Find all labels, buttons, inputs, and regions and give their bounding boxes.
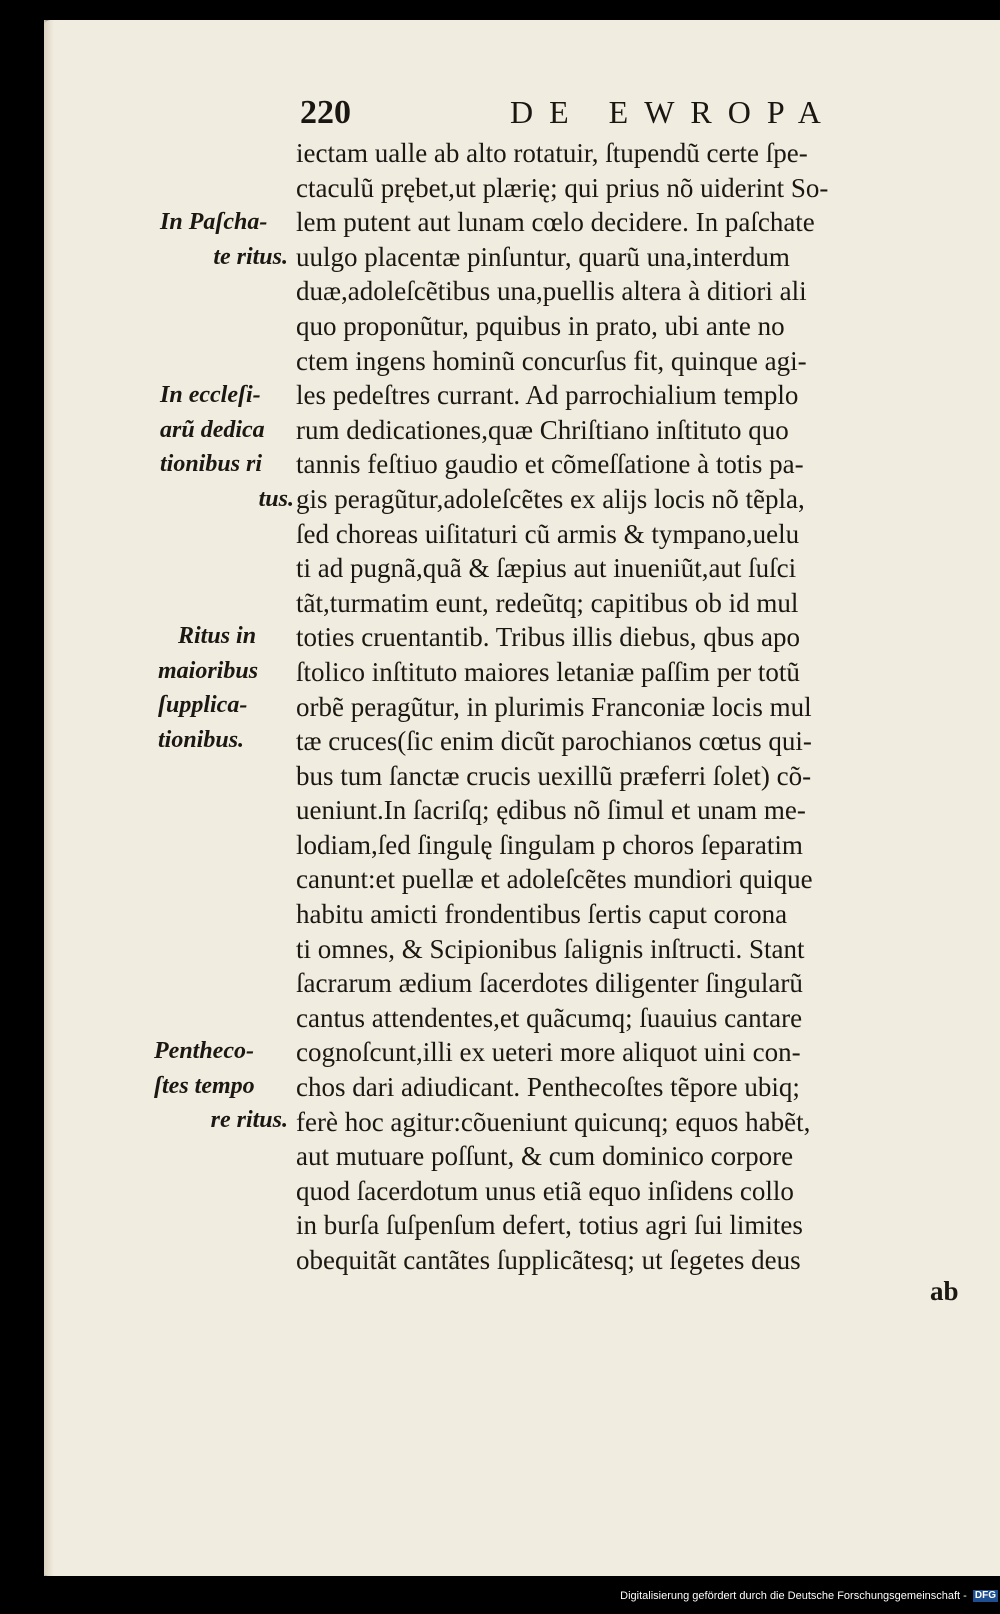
text-line: lodiam,ſed ſingulę ſingulam p choros ſeparatim	[296, 829, 803, 860]
text-line: gis peragũtur,adoleſcẽtes ex alijs locis nõ tẽpla,	[296, 483, 805, 514]
text-line: ueniunt.In ſacriſq; ędibus nõ ſimul et unam me-	[296, 795, 806, 826]
margin-note-pentecost-rites	[154, 1034, 288, 1138]
text-line: canunt:et puellæ et adoleſcẽtes mundiori quique	[296, 864, 813, 895]
text-line: uulgo placentæ pinſuntur, quarũ una,interdum	[296, 241, 790, 272]
text-line: ſacrarum ædium ſacerdotes diligenter ſingularũ	[296, 968, 803, 999]
margin-note-line: tionibus ri	[160, 451, 263, 478]
margin-note-supplication-rites	[158, 619, 258, 757]
text-line: in burſa ſuſpenſum defert, totius agri ſui limites	[296, 1210, 803, 1241]
digitization-credit	[0, 1590, 998, 1602]
text-line: ti ad pugnã,quã & ſæpius aut inueniũt,aut ſuſci	[296, 553, 797, 584]
margin-note-line: ſupplica-	[158, 692, 248, 719]
margin-note-line: te ritus.	[213, 243, 288, 270]
text-line: aut mutuare poſſunt, & cum dominico corpore	[296, 1141, 794, 1172]
margin-note-line: ſtes tempo	[154, 1072, 255, 1099]
text-line: obequitãt cantãtes ſupplicãtesq; ut ſegetes deus	[296, 1245, 801, 1275]
text-line: les pedeſtres currant. Ad parrochialium templo	[296, 380, 799, 411]
margin-note-easter-rites	[160, 205, 288, 274]
text-line: orbẽ peragũtur, in plurimis Franconiæ locis mul	[296, 691, 812, 722]
text-line: rum dedicationes,quæ Chriſtiano inſtituto quo	[296, 414, 789, 445]
text-line: quo proponũtur, pquibus in prato, ubi ante no	[296, 310, 785, 341]
text-line: quod ſacerdotum unus etiã equo inſidens collo	[296, 1175, 794, 1206]
text-line: iectam ualle ab alto rotatuir, ſtupendũ certe ſpe-	[296, 138, 808, 168]
page-header	[300, 94, 860, 134]
text-line: cantus attendentes,et quãcumq; ſuauius cantare	[296, 1002, 803, 1033]
credit-text: Digitalisierung gefördert durch die Deutsche Forschungsgemeinschaft -	[620, 1590, 967, 1602]
page-number: 220	[300, 94, 351, 131]
dfg-logo: DFG	[974, 1590, 996, 1602]
text-line: ti omnes, & Scipionibus ſalignis inſtructi. Stant	[296, 933, 805, 964]
text-line: tãt,turmatim eunt, redeũtq; capitibus ob id mul	[296, 587, 799, 618]
margin-note-line: tus.	[258, 485, 294, 512]
text-line: ctaculũ prębet,ut plærię; qui prius nõ uiderint So-	[296, 172, 829, 203]
text-line: ferè hoc agitur:cõueniunt quicunq; equos habẽt,	[296, 1106, 811, 1137]
text-line: tæ cruces(ſic enim dicũt parochianos cœtus qui-	[296, 726, 812, 757]
catchword: ab	[930, 1276, 959, 1306]
text-line: ſed choreas uiſitaturi cũ armis & tympano,uelu	[296, 518, 800, 549]
body-text	[296, 136, 976, 1278]
margin-note-church-dedication-rites	[160, 378, 294, 516]
margin-note-line: Pentheco-	[154, 1038, 254, 1064]
text-line: chos dari adiudicant. Penthecoſtes tẽpore ubiq;	[296, 1072, 800, 1103]
text-line: ctem ingens hominũ concurſus fit, quinque agi-	[296, 345, 807, 376]
text-line: cognoſcunt,illi ex ueteri more aliquot uini con-	[296, 1037, 801, 1068]
text-line: toties cruentantib. Tribus illis diebus, qbus apo	[296, 622, 800, 653]
margin-note-line: arũ dedica	[160, 416, 265, 443]
text-line: ſtolico inſtituto maiores letaniæ paſſim per totũ	[296, 656, 800, 687]
text-line: tannis feſtiuo gaudio et cõmeſſatione à totis pa-	[296, 449, 804, 480]
text-line: lem putent aut lunam cœlo decidere. In paſchate	[296, 207, 815, 238]
text-line: habitu amicti frondentibus ſertis caput corona	[296, 899, 788, 930]
running-title: DE EWROPA	[510, 94, 837, 130]
margin-note-line: In eccleſi-	[160, 382, 261, 408]
page-edge-shadow	[44, 20, 54, 1576]
margin-note-line: re ritus.	[210, 1107, 288, 1134]
margin-note-line: In Paſcha-	[160, 209, 268, 235]
margin-note-line: tionibus.	[158, 726, 245, 753]
text-line: duæ,adoleſcẽtibus una,puellis altera à ditiori ali	[296, 276, 807, 307]
margin-note-line: Ritus in	[178, 623, 257, 649]
text-line: bus tum ſanctæ crucis uexillũ præferri ſolet) cõ-	[296, 760, 812, 791]
margin-note-line: maioribus	[158, 657, 259, 684]
